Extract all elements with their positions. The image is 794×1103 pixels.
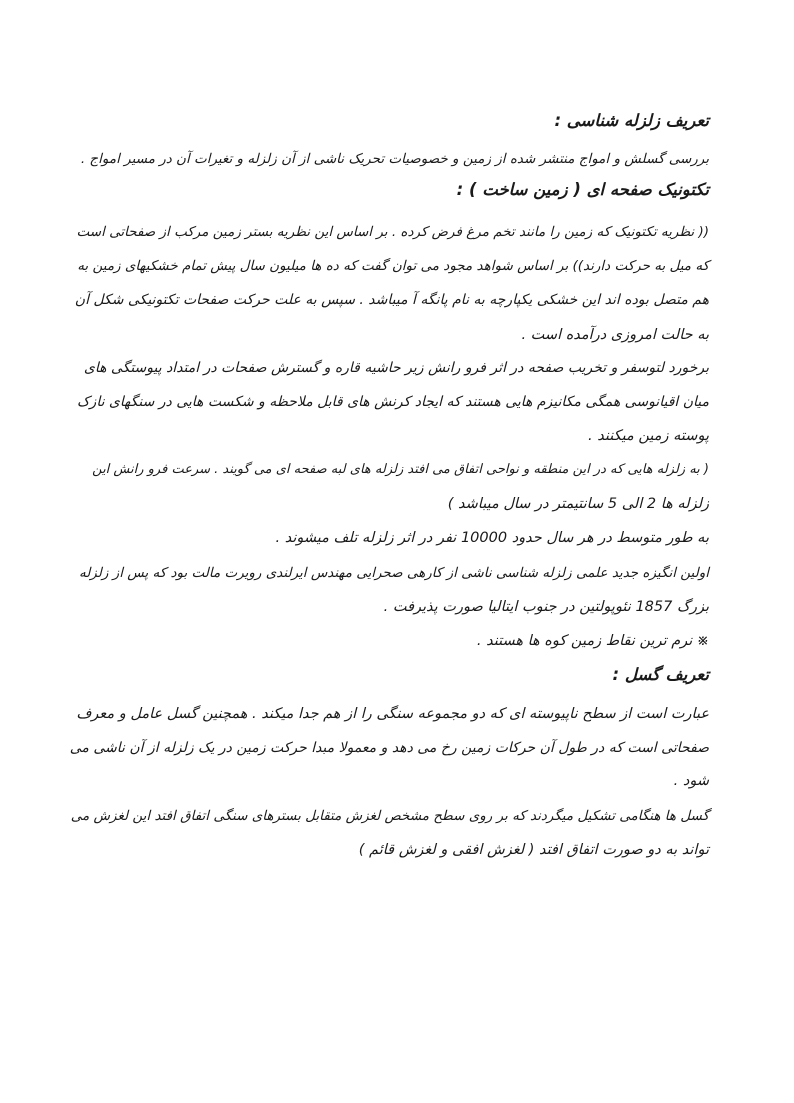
paragraph-line: پوسته زمین میکنند . [588, 428, 709, 444]
paragraph-line: زلزله ها 2 الی 5 سانتیمتر در سال میباشد ) [447, 496, 709, 512]
paragraph-line: صفحاتی است که در طول آن حرکات زمین رخ می دهد و معمولا مبدا حرکت زمین در یک زلزله از آن ناشی می [69, 740, 709, 756]
paragraph-line: برخورد لتوسفر و تخریب صفحه در اثر فرو رانش زیر حاشیه قاره و گسترش صفحات در امتداد پیوستگی های [83, 360, 709, 376]
paragraph-line: هم متصل بوده اند این خشکی یکپارچه به نام پانگه آ میباشد . سپس به علت حرکت صفحات تکتونیکی شکل آن [74, 292, 709, 308]
paragraph-line: تواند به دو صورت اتفاق افتد ( لغزش افقی و لغزش قائم ) [358, 842, 709, 858]
section-heading-plate-tectonics: تکتونیک صفحه ای ( زمین ساخت ) : [456, 180, 709, 199]
section-heading-seismology: تعریف زلزله شناسی : [554, 111, 709, 130]
paragraph-line: اولین انگیزه جدید علمی زلزله شناسی ناشی از کارهی صحرایی مهندس ایرلندی رویرت مالت بود که پس از زلزله [78, 565, 709, 581]
paragraph-line: بزرگ 1857 نئوپولتین در جنوب ایتالیا صورت پذیرفت . [383, 599, 709, 615]
paragraph-line: گسل ها هنگامی تشکیل میگردند که بر روی سطح مشخص لغزش متقابل بسترهای سنگی اتفاق افتد این لغزش می [70, 808, 709, 824]
paragraph-line: عبارت است از سطح ناپیوسته ای که دو مجموعه سنگی را از هم جدا میکند . همچنین گسل عامل و معرف [76, 706, 709, 722]
paragraph-line: ※ نرم ترین نقاط زمین کوه ها هستند . [476, 633, 709, 649]
paragraph-line: شود . [673, 773, 709, 789]
paragraph-line: بررسی گسلش و امواج منتشر شده از زمین و خصوصیات تحریک ناشی از آن زلزله و تغیرات آن در مسیر امواج . [80, 151, 709, 167]
paragraph-line: میان اقیانوسی همگی مکانیزم هایی هستند که ایجاد کرنش های قابل ملاحظه و شکست هایی در سنگهای نازک [77, 394, 709, 410]
paragraph-line: (( نظریه تکتونیک که زمین را مانند تخم مرغ فرض کرده . بر اساس این نظریه بستر زمین مرکب از صفحاتی است [76, 224, 709, 240]
paragraph-line: به حالت امروزی درآمده است . [521, 327, 709, 343]
section-heading-fault: تعریف گسل : [612, 665, 709, 684]
paragraph-line: که میل به حرکت دارند)) بر اساس شواهد مجود می توان گفت که ده ها میلیون سال پیش تمام خشکیهای زمین به [77, 258, 709, 274]
paragraph-line: به طور متوسط در هر سال حدود 10000 نفر در اثر زلزله تلف میشوند . [275, 530, 709, 546]
paragraph-line: ( به زلزله هایی که در این منطقه و نواحی اتفاق می افتد زلزله های لبه صفحه ای می گویند . سرعت فرو رانش این [92, 462, 709, 477]
